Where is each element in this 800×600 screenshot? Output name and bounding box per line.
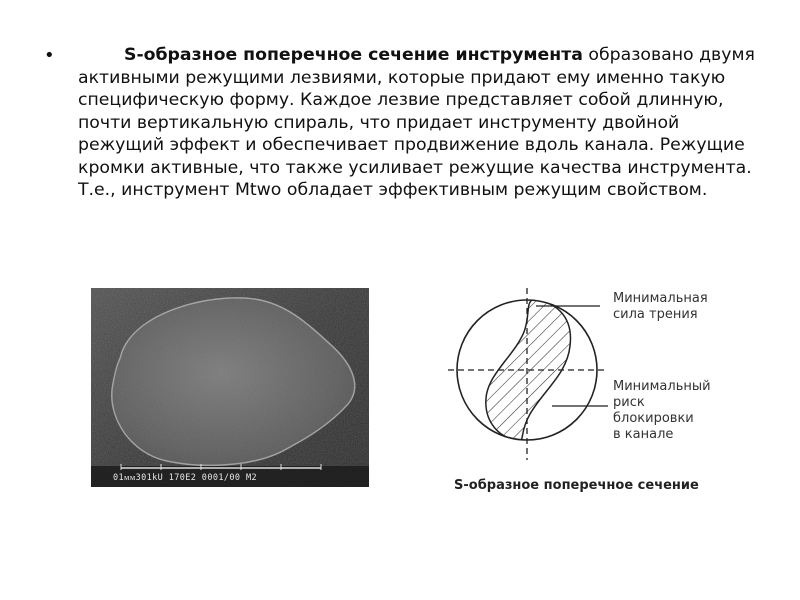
label-min-risk-line4: в канале	[613, 427, 674, 442]
label-min-risk	[613, 379, 711, 443]
label-min-friction	[613, 291, 708, 323]
label-min-friction-line1: Минимальная	[613, 291, 708, 306]
diagram-caption: S-образное поперечное сечение	[454, 478, 699, 493]
bullet-text	[78, 44, 768, 202]
bullet-marker: •	[44, 45, 55, 66]
bullet-body: образовано двумя активными режущими лезвиями, которые придают ему именно такую специфическую форму. Каждое лезвие представляет собой длинную, почти вертикальную спираль, что придает инструменту двойной режущий эффект и обеспечивает продвижение вдоль канала. Режущие кромки активные, что также усиливает режущие качества инструмента. Т.е., инструмент Mtwo обладает эффективным режущим свойством.	[78, 45, 755, 200]
sem-caption: 01ᴍᴍ301kU 170E2 0001/00 M2	[113, 473, 257, 483]
label-min-friction-line2: сила трения	[613, 307, 698, 322]
label-min-risk-line1: Минимальный	[613, 379, 711, 394]
sem-micrograph	[91, 288, 369, 487]
s-cross-section-diagram	[440, 282, 740, 502]
label-min-risk-line3: блокировки	[613, 411, 694, 426]
bullet-bold-lead: S-образное поперечное сечение инструмента	[124, 45, 583, 65]
label-min-risk-line2: риск	[613, 395, 645, 410]
sem-image	[91, 288, 369, 487]
